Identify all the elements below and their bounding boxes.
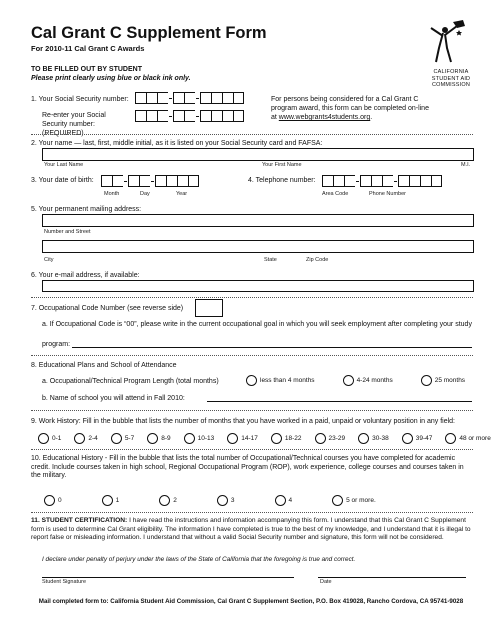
phone-input[interactable]: [322, 175, 442, 187]
radio-bubble-icon[interactable]: [445, 433, 456, 444]
radio-bubble-icon[interactable]: [217, 495, 228, 506]
date-line[interactable]: [318, 577, 466, 578]
divider: [31, 134, 473, 135]
program-length-option[interactable]: [421, 375, 465, 386]
q4-label: 4. Telephone number:: [248, 177, 316, 184]
radio-bubble-icon[interactable]: [332, 495, 343, 506]
q6-label: 6. Your e-mail address, if available:: [31, 272, 140, 279]
dob-input[interactable]: [101, 175, 199, 187]
divider: [31, 449, 473, 450]
work-history-option[interactable]: [147, 433, 170, 444]
radio-bubble-icon[interactable]: [315, 433, 326, 444]
signature-caption: Student Signature: [42, 579, 87, 585]
radio-bubble-icon[interactable]: [147, 433, 158, 444]
online-note-end: .: [370, 114, 373, 121]
occupation-code-input[interactable]: [195, 299, 223, 317]
radio-bubble-icon[interactable]: [184, 433, 195, 444]
option-label: 18-22: [284, 435, 302, 442]
option-label: 25 months: [434, 377, 466, 384]
option-label: 39-47: [415, 435, 433, 442]
program-length-option[interactable]: [343, 375, 393, 386]
radio-bubble-icon[interactable]: [275, 495, 286, 506]
logo-text-line: COMMISSION: [431, 82, 471, 88]
city-state-zip-field[interactable]: [42, 240, 474, 253]
online-note-text: For persons being considered for a Cal Grant C program award, this form can be completed on-line at: [271, 96, 429, 121]
day-caption: Day: [140, 191, 150, 197]
option-label: 0-1: [52, 435, 62, 442]
radio-bubble-icon[interactable]: [102, 495, 113, 506]
date-caption: Date: [320, 579, 332, 585]
option-label: 30-38: [372, 435, 389, 442]
month-caption: Month: [104, 191, 120, 197]
online-link[interactable]: www.webgrants4students.org: [278, 114, 371, 121]
education-history-option[interactable]: [159, 495, 177, 506]
area-code-caption: Area Code: [322, 191, 349, 197]
street-caption: Number and Street: [44, 229, 91, 235]
radio-bubble-icon[interactable]: [343, 375, 354, 386]
signature-line[interactable]: [42, 577, 294, 578]
radio-bubble-icon[interactable]: [402, 433, 413, 444]
work-history-option[interactable]: [38, 433, 61, 444]
option-label: 2-4: [88, 435, 98, 442]
school-line[interactable]: [207, 401, 472, 402]
print-instruction: Please print clearly using blue or black ink only.: [31, 75, 191, 82]
phone-number-caption: Phone Number: [369, 191, 406, 197]
option-label: 5 or more.: [346, 497, 376, 504]
work-history-option[interactable]: [358, 433, 389, 444]
radio-bubble-icon[interactable]: [271, 433, 282, 444]
q7a-label: a. If Occupational Code is “00”, please write in the current occupational goal in which you will seek employment after completing your study: [42, 321, 472, 328]
program-label: program:: [42, 341, 71, 348]
q10-label: 10. Educational History - Fill in the bubble that lists the total number of Occupational/Technical courses you have completed for academic credit. Include courses taken in high school, Regional Occupational Program (ROP), work experience, college courses and courses taken in the military.: [31, 455, 464, 480]
mailing-footer: Mail completed form to: California Student Aid Commission, Cal Grant C Supplement Section, P.O. Box 419028, Rancho Cordova, CA 95741-9028: [38, 598, 464, 605]
radio-bubble-icon[interactable]: [246, 375, 257, 386]
name-field[interactable]: [42, 148, 474, 161]
program-length-options: [246, 375, 465, 386]
work-history-option[interactable]: [111, 433, 134, 444]
q8a-label: a. Occupational/Technical Program Length (total months): [42, 378, 219, 385]
page-subtitle: For 2010-11 Cal Grant C Awards: [31, 44, 145, 53]
option-label: 23-29: [328, 435, 346, 442]
radio-bubble-icon[interactable]: [38, 433, 49, 444]
mi-caption: M.I.: [461, 162, 471, 168]
q8b-label: b. Name of school you will attend in Fall 2010:: [42, 395, 185, 402]
graduate-figure-icon: [423, 18, 479, 64]
zip-caption: Zip Code: [306, 257, 329, 263]
work-history-option[interactable]: [227, 433, 258, 444]
online-note: [271, 95, 431, 122]
last-name-caption: Your Last Name: [44, 162, 84, 168]
q5-label: 5. Your permanent mailing address:: [31, 206, 142, 213]
perjury-declaration: I declare under penalty of perjury under the laws of the State of California that the foregoing is true and correct.: [42, 556, 356, 563]
logo-text-line: STUDENT AID: [431, 75, 471, 82]
state-caption: State: [264, 257, 277, 263]
year-caption: Year: [176, 191, 188, 197]
q2-label: 2. Your name — last, first, middle initial, as it is listed on your Social Security card and FAFSA:: [31, 140, 323, 147]
street-field[interactable]: [42, 214, 474, 227]
education-history-option[interactable]: [102, 495, 120, 506]
certification-heading: 11. STUDENT CERTIFICATION:: [31, 517, 128, 524]
option-label: 48 or more: [459, 435, 491, 442]
work-history-option[interactable]: [315, 433, 346, 444]
work-history-option[interactable]: [402, 433, 433, 444]
radio-bubble-icon[interactable]: [421, 375, 432, 386]
education-history-option[interactable]: [217, 495, 235, 506]
education-history-option[interactable]: [332, 495, 376, 506]
option-label: 4: [288, 497, 293, 504]
radio-bubble-icon[interactable]: [74, 433, 85, 444]
divider: [31, 297, 473, 298]
education-history-option[interactable]: [275, 495, 293, 506]
radio-bubble-icon[interactable]: [111, 433, 122, 444]
work-history-option[interactable]: [184, 433, 215, 444]
option-label: 1: [115, 497, 120, 504]
q9-label: 9. Work History: Fill in the bubble that lists the number of months that you have worked in a paid, unpaid or voluntary position in any field:: [31, 418, 455, 425]
radio-bubble-icon[interactable]: [227, 433, 238, 444]
program-line[interactable]: [72, 347, 472, 348]
work-history-option[interactable]: [271, 433, 302, 444]
certification-block: [31, 517, 473, 543]
option-label: 10-13: [197, 435, 215, 442]
radio-bubble-icon[interactable]: [44, 495, 55, 506]
divider: [31, 410, 473, 411]
option-label: 4-24 months: [356, 377, 393, 384]
q1-reenter-label: Re-enter your Social Security number: (REQUIRED): [42, 112, 106, 137]
option-label: 8-9: [161, 435, 171, 442]
option-label: 14-17: [241, 435, 258, 442]
option-label: 5-7: [124, 435, 135, 442]
csac-logo: [423, 18, 479, 88]
divider: [31, 512, 473, 513]
email-field[interactable]: [42, 280, 474, 292]
q3-label: 3. Your date of birth:: [31, 177, 94, 184]
work-history-options: [38, 433, 491, 444]
radio-bubble-icon[interactable]: [159, 495, 170, 506]
radio-bubble-icon[interactable]: [358, 433, 369, 444]
ssn-reenter-input[interactable]: [135, 110, 244, 122]
city-caption: City: [44, 257, 54, 263]
option-label: less than 4 months: [260, 377, 315, 384]
q1-label: 1. Your Social Security number:: [31, 96, 129, 103]
q8-label: 8. Educational Plans and School of Attendance: [31, 362, 177, 369]
q7-label: 7. Occupational Code Number (see reverse side): [31, 305, 184, 312]
page-title: Cal Grant C Supplement Form: [31, 24, 267, 42]
to-be-filled-heading: TO BE FILLED OUT BY STUDENT: [31, 66, 142, 73]
ssn-input[interactable]: [135, 92, 244, 104]
option-label: 0: [58, 497, 62, 504]
first-name-caption: Your First Name: [262, 162, 302, 168]
logo-text-line: CALIFORNIA: [433, 69, 469, 75]
option-label: 2: [173, 497, 177, 504]
option-label: 3: [230, 497, 235, 504]
education-history-option[interactable]: [44, 495, 62, 506]
work-history-option[interactable]: [74, 433, 97, 444]
program-length-option[interactable]: [246, 375, 315, 386]
education-history-options: [44, 495, 376, 506]
work-history-option[interactable]: [445, 433, 490, 444]
divider: [31, 355, 473, 356]
certification-text: I have read the instructions and information accompanying this form. I understand that this Cal Grant C Supplement form is used to determine Cal Grant eligibility. The information I have completed is true to the best of my knowledge, and I understand that it is illegal to report false or misleading information. I understand that without a valid Social Security number and signature, this form will not be considered.: [31, 517, 471, 542]
